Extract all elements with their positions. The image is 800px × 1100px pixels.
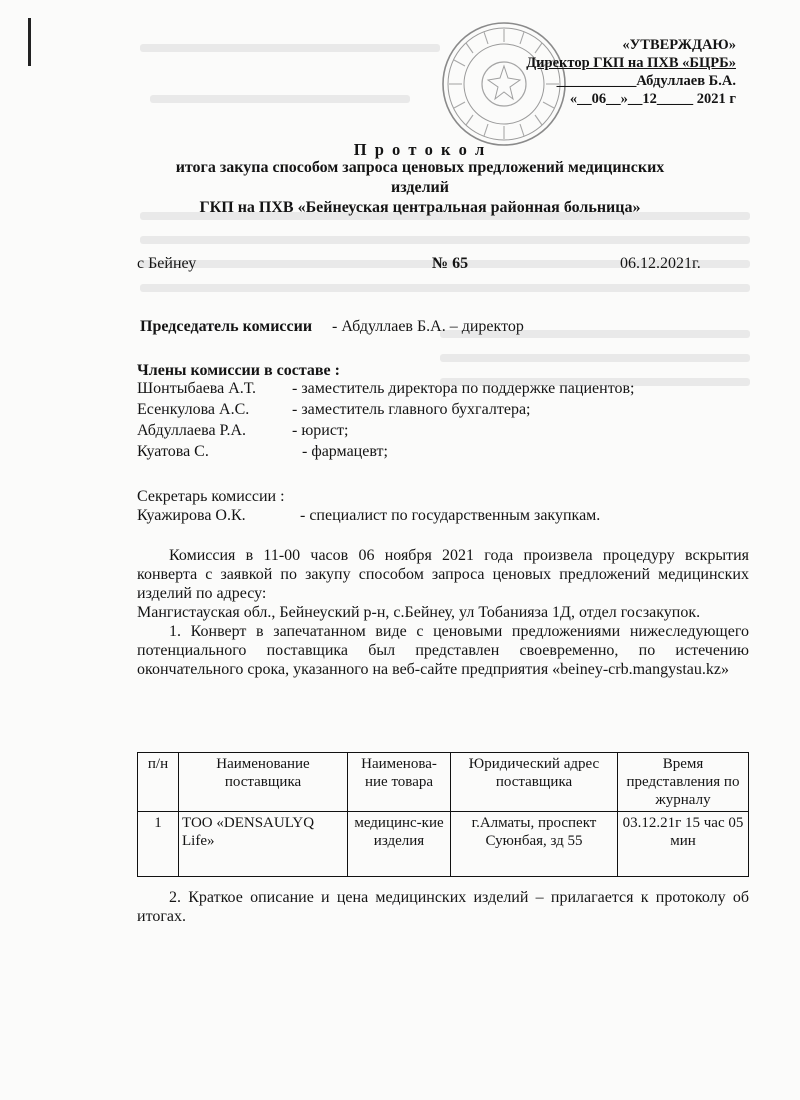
subtitle-line-3: ГКП на ПХВ «Бейнеуская центральная районная больница» xyxy=(199,199,641,216)
scan-margin-mark xyxy=(28,18,31,66)
column-header: Время представления по журналу xyxy=(618,753,749,812)
approval-position: Директор ГКП на ПХВ «БЦРБ» xyxy=(526,55,736,71)
member-role: - заместитель главного бухгалтера; xyxy=(292,401,531,418)
table-row xyxy=(138,812,749,877)
secretary-label: Секретарь комиссии : xyxy=(137,488,285,505)
document-title: П р о т о к о л xyxy=(353,140,487,159)
secretary-name: Куажирова О.К. xyxy=(137,507,246,524)
column-header: Наименова-ние товара xyxy=(348,753,451,812)
bleed-through-text xyxy=(140,236,750,244)
member-role: - юрист; xyxy=(292,422,349,439)
subtitle-line-1: итога закупа способом запроса ценовых предложений медицинских xyxy=(175,159,665,176)
paragraph-item-1: 1. Конверт в запечатанном виде с ценовыми предложениями нижеследующего потенциального поставщика был представлен своевременно, по истечению окончательного срока, указанного на веб-сайте предприятия «beiney-crb.mangystau.kz» xyxy=(137,623,749,678)
paragraph-address: Мангистауская обл., Бейнеуский р-н, с.Бейнеу, ул Тобанияза 1Д, отдел госзакупок. xyxy=(137,604,701,621)
table-header-row xyxy=(138,753,749,812)
bleed-through-text xyxy=(140,284,750,292)
member-name: Абдуллаева Р.А. xyxy=(137,422,246,439)
table-cell: г.Алматы, проспект Суюнбая, зд 55 xyxy=(451,812,618,877)
supplier-table xyxy=(137,752,749,877)
document-subtitle xyxy=(120,158,720,218)
column-header: Наименование поставщика xyxy=(179,753,348,812)
chairman-text: - Абдуллаев Б.А. – директор xyxy=(332,318,524,335)
member-role: - фармацевт; xyxy=(302,443,388,460)
approval-block xyxy=(526,36,736,108)
table-cell: 1 xyxy=(138,812,179,877)
member-name: Куатова С. xyxy=(137,443,209,460)
body-text xyxy=(137,546,749,679)
table-cell: медицинс-кие изделия xyxy=(348,812,451,877)
approval-heading: «УТВЕРЖДАЮ» xyxy=(622,37,736,53)
table-cell: ТОО «DENSAULYQ Life» xyxy=(179,812,348,877)
approval-date: «__06__»__12_____ 2021 г xyxy=(569,91,736,107)
member-name: Есенкулова А.С. xyxy=(137,401,250,418)
column-header: Юридический адрес поставщика xyxy=(451,753,618,812)
bleed-through-text xyxy=(140,44,440,52)
member-name: Шонтыбаева А.Т. xyxy=(137,380,256,397)
paragraph-opening: Комиссия в 11-00 часов 06 ноября 2021 года произвела процедуру вскрытия конверта с заявкой по закупу способом запроса ценовых предложений медицинских изделий по адресу: xyxy=(137,547,749,602)
approval-signature: ___________Абдуллаев Б.А. xyxy=(556,73,736,89)
body-text-2 xyxy=(137,888,749,926)
paragraph-item-2: 2. Краткое описание и цена медицинских изделий – прилагается к протоколу об итогах. xyxy=(137,889,749,925)
protocol-date: 06.12.2021г. xyxy=(620,255,701,272)
bleed-through-text xyxy=(150,95,410,103)
column-header: п/н xyxy=(138,753,179,812)
chairman-label: Председатель комиссии xyxy=(140,318,313,335)
place: с Бейнеу xyxy=(137,255,197,272)
members-heading: Члены комиссии в составе : xyxy=(137,362,340,379)
member-role: - заместитель директора по поддержке пациентов; xyxy=(292,380,635,397)
table-cell: 03.12.21г 15 час 05 мин xyxy=(618,812,749,877)
secretary-role: - специалист по государственным закупкам. xyxy=(300,507,601,524)
bleed-through-text xyxy=(440,354,750,362)
protocol-number: № 65 xyxy=(432,255,469,272)
subtitle-line-2: изделий xyxy=(391,179,449,196)
